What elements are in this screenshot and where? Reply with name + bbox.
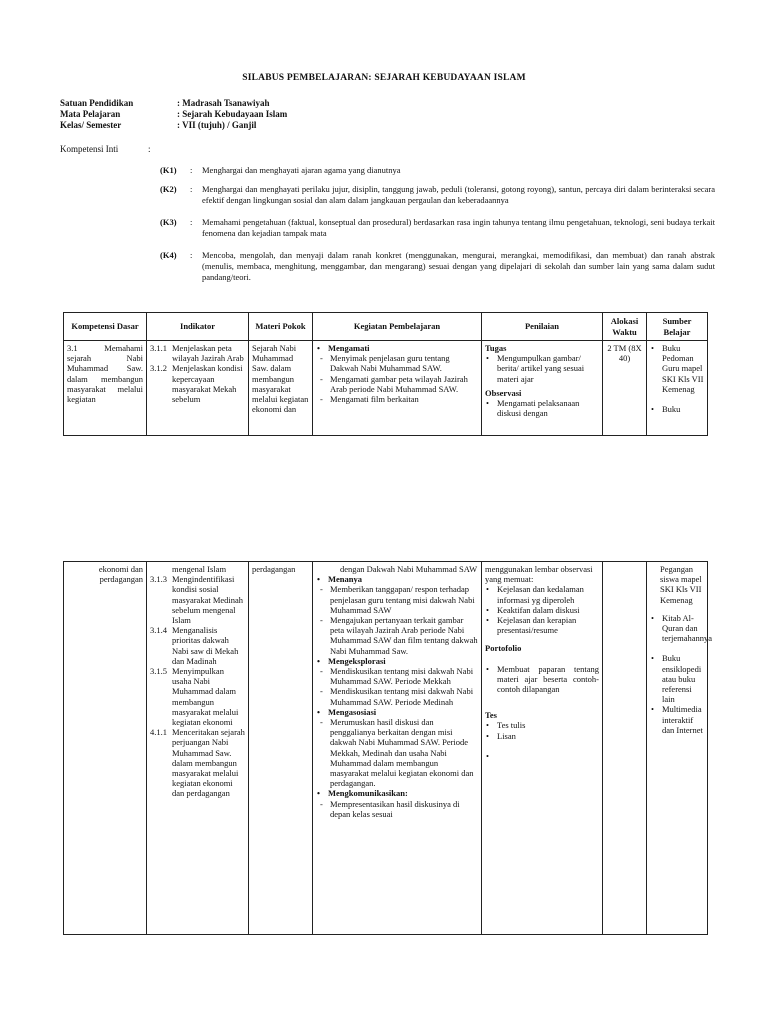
indikator-cont: mengenal Islam [172, 564, 227, 574]
header-alokasi: Alokasi Waktu [603, 313, 647, 341]
ki-item-k1: (K1) : Menghargai dan menghayati ajaran agama yang dianutnya [160, 165, 401, 175]
list-item: - Memberikan tanggapan/ respon terhadap penjelasan guru tentang misi dakwah Nabi Muhammad SAW [330, 584, 478, 615]
ki-item-k4: (K4) : Mencoba, mengolah, dan menyaji dalam ranah konkret (menggunakan, mengurai, merangkai, memodifikasi, dan membuat) dan ranah abstrak (menulis, membaca, menghitung, menggambar, dan mengarang) sesuai dengan yang dipelajari di sekolah dan sumber lain yang sama dalam sudut pandang/teori. [160, 250, 715, 282]
list-item: • Mengumpulkan gambar/ berita/ artikel yang sesuai materi ajar [495, 353, 599, 384]
header-indikator: Indikator [147, 313, 249, 341]
kd-cell: 3.1 Memahami sejarah Nabi Muhammad Saw. dalam membangun masyarakat melalui kegiatan [67, 343, 143, 405]
list-item: • Mengamati pelaksanaan diskusi dengan [495, 398, 599, 418]
indikator-item: 3.1.1 Menjelaskan peta wilayah Jazirah Arab [150, 343, 244, 364]
penilaian-head-tes: Tes [485, 710, 497, 721]
indikator-item: 3.1.3 Mengindentifikasi kondisi sosial masyarakat Medinah sebelum mengenal Islam [150, 574, 244, 626]
list-item: • Tes tulis [495, 720, 599, 730]
kegiatan-head: • Mengamati [326, 343, 478, 353]
table-row [64, 562, 708, 935]
header-kompetensi-dasar: Kompetensi Dasar [64, 313, 147, 341]
list-item: • Buku Pedoman Guru mapel SKI Kls VII Kemenag [660, 343, 704, 394]
list-item: • Membuat paparan tentang materi ajar beserta contoh-contoh dilapangan [495, 664, 599, 695]
list-item: • Kitab Al-Quran dan terjemahannya [660, 613, 704, 644]
materi-cell: Sejarah Nabi Muhammad Saw. dalam membangun masyarakat melalui kegiatan ekonomi dan [252, 343, 309, 415]
indikator-item: 3.1.5 Menyimpulkan usaha Nabi Muhammad dalam membangun masyarakat melalui kegiatan ekonomi [150, 666, 239, 728]
syllabus-table-part2 [63, 561, 713, 935]
list-item: - Menyimak penjelasan guru tentang Dakwah Nabi Muhammad SAW. [330, 353, 478, 373]
penilaian-head-portofolio: Portofolio [485, 643, 522, 654]
list-item: • Buku [660, 404, 704, 414]
indikator-item: 3.1.4 Menganalisis prioritas dakwah Nabi saw di Mekah dan Madinah [150, 625, 239, 666]
kd-cell: ekonomi dan perdagangan [98, 564, 143, 585]
syllabus-table-part1 [63, 312, 708, 436]
list-item: • Kejelasan dan kerapian presentasi/resume [495, 615, 599, 635]
sumber-cont: Pegangan siswa mapel SKI Kls VII Kemenag [660, 564, 702, 605]
ki-item-k3: (K3) : Memahami pengetahuan (faktual, konseptual dan prosedural) berdasarkan rasa ingin tahunya tentang ilmu pengetahuan, teknologi, seni budaya terkait fenomena dan kejadian tampak mata [160, 217, 715, 238]
penilaian-head-tugas: Tugas [485, 343, 507, 353]
indikator-item: 4.1.1 Menceritakan sejarah perjuangan Nabi Muhammad Saw. dalam membangun masyarakat melalui kegiatan ekonomi dan perdagangan [150, 727, 245, 799]
kegiatan-head: • Mengasosiasi [326, 707, 478, 717]
kompetensi-inti-colon: : [148, 144, 151, 154]
materi-cell: perdagangan [252, 564, 296, 574]
list-item: - Mengajukan pertanyaan terkait gambar peta wilayah Jazirah Arab periode Nabi Muhammad SAW dan film tentang dakwah Nabi Muhammad Saw. [330, 615, 478, 656]
header-kegiatan: Kegiatan Pembelajaran [313, 313, 482, 341]
table-row [64, 341, 708, 436]
header-penilaian: Penilaian [482, 313, 603, 341]
list-item: • Buku ensiklopedi atau buku referensi lain [660, 653, 704, 704]
list-item: - Mendiskusikan tentang misi dakwah Nabi Muhammad SAW. Periode Medinah [330, 686, 478, 706]
list-item: - Merumuskan hasil diskusi dan penggalianya berkaitan dengan misi dakwah Nabi Muhammad SAW. Periode Mekkah, Medinah dan usaha Nabi Muhammad dalam membangun masyarakat melalui kegiatan ekonomi dan perdagangan. [330, 717, 478, 788]
list-item [495, 751, 599, 761]
kompetensi-inti-label: Kompetensi Inti [60, 144, 119, 154]
list-item: • Multimedia interaktif dan Internet [660, 704, 704, 735]
identity-row-subject: Mata Pelajaran : Sejarah Kebudayaan Islam [60, 109, 288, 119]
list-item: - Mengamati gambar peta wilayah Jazirah Arab periode Nabi Muhammad SAW. [330, 374, 478, 394]
page-title: SILABUS PEMBELAJARAN: SEJARAH KEBUDAYAAN ISLAM [242, 73, 526, 83]
penilaian-cont: menggunakan lembar observasi yang memuat: [485, 564, 593, 585]
kegiatan-head: • Mengkomunikasikan: [326, 788, 478, 798]
header-sumber: Sumber Belajar [647, 313, 708, 341]
identity-row-school: Satuan Pendidikan : Madrasah Tsanawiyah [60, 98, 270, 108]
list-item: - Mendiskusikan tentang misi dakwah Nabi Muhammad SAW. Periode Mekkah [330, 666, 478, 686]
kegiatan-head: • Menanya [326, 574, 478, 584]
identity-row-class: Kelas/ Semester : VII (tujuh) / Ganjil [60, 120, 257, 130]
alokasi-cell: 2 TM (8X 40) [607, 343, 642, 364]
list-item: - Mengamati film berkaitan [330, 394, 478, 404]
list-item: • Lisan [495, 731, 599, 741]
list-item: - Mempresentasikan hasil diskusinya di depan kelas sesuai [330, 799, 478, 819]
table-header-row [64, 313, 708, 341]
penilaian-head-observasi: Observasi [485, 387, 522, 398]
list-item: • Kejelasan dan kedalaman informasi yg diperoleh [495, 584, 599, 604]
header-materi-pokok: Materi Pokok [249, 313, 313, 341]
indikator-item: 3.1.2 Menjelaskan kondisi kepercayaan masyarakat Mekah sebelum [150, 363, 243, 405]
ki-item-k2: (K2) : Menghargai dan menghayati perilaku jujur, disiplin, tanggung jawab, peduli (toleransi, gotong royong), santun, percaya diri dalam berinteraksi secara efektif dengan lingkungan sosial dan alam dalam jangkauan pergaulan dan keberadaannya [160, 184, 715, 205]
kegiatan-head: • Mengeksplorasi [326, 656, 478, 666]
list-item: • Keaktifan dalam diskusi [495, 605, 599, 615]
kegiatan-cont: dengan Dakwah Nabi Muhammad SAW [340, 564, 478, 574]
